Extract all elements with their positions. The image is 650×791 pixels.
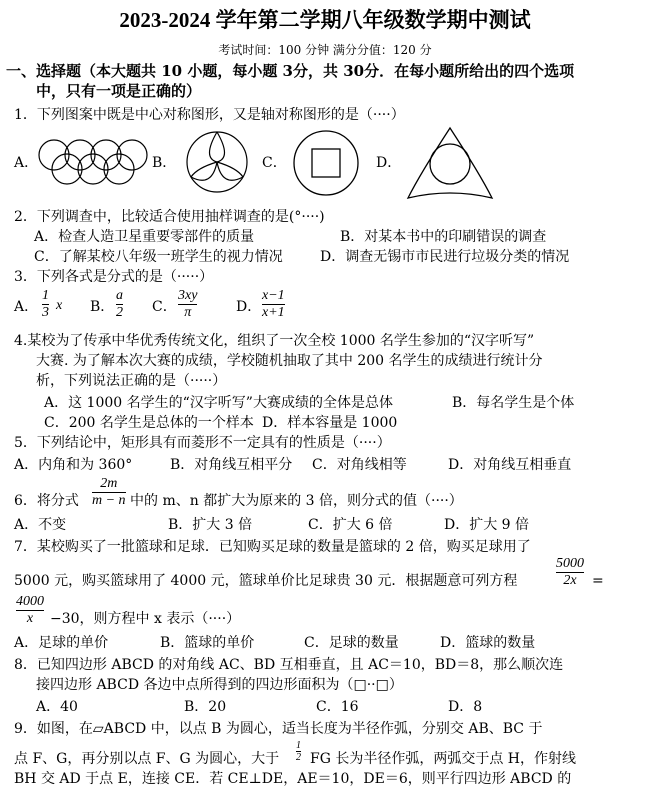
q3-d-denominator: x+1 [262, 305, 285, 320]
q1-option-a-label: A． [14, 155, 39, 171]
q1-option-d-label: D． [376, 155, 402, 171]
q7-stem-line2: 5000 元，购买篮球用了 4000 元，篮球单价比足球贵 30 元．根据题意可列方程 [14, 573, 518, 589]
q7-fraction-right [16, 594, 44, 627]
q4-option-a: A．这 1000 名学生的“汉字听写”大赛成绩的全体是总体 [44, 395, 393, 411]
q9-stem-line1: 9．如图，在▱ABCD 中，以点 B 为圆心，适当长度为半径作弧，分别交 AB、BC 于 [14, 721, 543, 737]
q6-denominator: m − n [92, 493, 126, 508]
q1-figure-d-triquetra [402, 124, 498, 204]
q9-stem-line3: BH 交 AD 于点 E，连接 CE．若 CE⊥DE，AE＝10，DE＝6，则平行四边形 ABCD 的 [14, 771, 572, 787]
q2-option-b: B．对某本书中的印刷错误的调查 [340, 229, 547, 245]
q5-stem: 5．下列结论中，矩形具有而菱形不一定具有的性质是（····） [14, 435, 391, 451]
q7-option-c: C．足球的数量 [304, 635, 399, 651]
exam-meta: 考试时间：100 分钟 满分分值：120 分 [218, 43, 432, 57]
q2-stem: 2．下列调查中，比较适合使用抽样调查的是(°····) [14, 209, 325, 225]
q3-a-numerator: 1 [42, 288, 49, 303]
q1-figure-b-circle-three-arcs [172, 128, 262, 194]
q9-half-fraction [296, 740, 301, 763]
q3-a-denominator: 3 [42, 305, 49, 320]
q3-option-a-label: A． [14, 299, 39, 315]
q6-stem-prefix: 6．将分式 [14, 493, 79, 509]
q7-option-d: D．篮球的数量 [440, 635, 536, 651]
q3-option-c-fraction [178, 288, 197, 321]
q9-stem-line2a: 点 F、G，再分别以点 F、G 为圆心，大于 [14, 751, 280, 767]
q9-stem-line2b: FG 长为半径作弧，两弧交于点 H，作射线 [310, 751, 577, 767]
q7-stem-line1: 7．某校购买了一批篮球和足球．已知购买足球的数量是篮球的 2 倍，购买足球用了 [14, 539, 531, 555]
q5-option-b: B．对角线互相平分 [170, 457, 293, 473]
q1-option-b-label: B． [152, 155, 177, 171]
q4-stem-line1: 4.某校为了传承中华优秀传统文化，组织了一次全校 1000 名学生参加的“汉字听写” [14, 333, 535, 349]
q1-stem: 1．下列图案中既是中心对称图形，又是轴对称图形的是（····） [14, 107, 405, 123]
q6-fraction [92, 476, 126, 509]
q8-option-c: C．16 [316, 699, 359, 715]
q4-option-b: B．每名学生是个体 [452, 395, 575, 411]
q3-option-a-variable: x [56, 298, 63, 313]
section-heading-line2: 中，只有一项是正确的） [36, 82, 202, 100]
q2-option-c: C．了解某校八年级一班学生的视力情况 [34, 249, 283, 265]
q6-option-c: C．扩大 6 倍 [308, 517, 393, 533]
q8-option-b: B．20 [184, 699, 227, 715]
q6-option-a: A．不变 [14, 517, 67, 533]
q3-c-numerator: 3xy [178, 288, 198, 303]
q8-stem-line2: 接四边形 ABCD 各边中点所得到的四边形面积为（□··□） [36, 677, 403, 693]
q9-half-numerator: 1 [296, 740, 301, 751]
q1-figure-c-circle-square [290, 128, 362, 198]
q7-frac2-numerator: 4000 [16, 594, 44, 609]
q3-option-c-label: C． [152, 299, 177, 315]
q3-option-a-fraction [42, 288, 49, 321]
section-heading-line1: 一、选择题（本大题共 10 小题，每小题 3分，共 30分．在每小题所给出的四个选项 [6, 62, 575, 80]
q3-stem: 3．下列各式是分式的是（·····） [14, 269, 214, 285]
q3-b-numerator: a [116, 288, 123, 303]
q7-stem-line3: −30，则方程中 x 表示（····） [50, 611, 241, 627]
q6-numerator: 2m [92, 476, 126, 493]
q7-equals: = [592, 573, 604, 589]
q7-option-a: A．足球的单价 [14, 635, 109, 651]
q3-option-b-fraction [116, 288, 123, 321]
q4-option-d: D．样本容量是 1000 [262, 415, 398, 431]
q9-half-denominator: 2 [296, 752, 301, 763]
q7-frac2-denominator: x [26, 611, 34, 626]
q3-option-b-label: B． [90, 299, 115, 315]
q5-option-a: A．内角和为 360° [14, 457, 133, 473]
q4-option-c: C．200 名学生是总体的一个样本 [44, 415, 254, 431]
q3-option-d-label: D． [236, 299, 262, 315]
q3-d-numerator: x−1 [262, 288, 285, 303]
q8-option-a: A．40 [36, 699, 78, 715]
q1-option-c-label: C． [262, 155, 287, 171]
q6-option-b: B．扩大 3 倍 [168, 517, 253, 533]
q7-frac1-numerator: 5000 [556, 556, 584, 571]
q3-option-d-fraction [262, 288, 285, 321]
q7-frac1-denominator: 2x [563, 573, 577, 588]
q6-stem-suffix: 中的 m、n 都扩大为原来的 3 倍，则分式的值（····） [130, 493, 463, 509]
q1-figure-a-five-rings [34, 136, 154, 188]
q2-option-d: D．调查无锡市市民进行垃圾分类的情况 [320, 249, 570, 265]
q4-stem-line3: 析，下列说法正确的是（·····） [36, 373, 227, 389]
q6-option-d: D．扩大 9 倍 [444, 517, 530, 533]
page-title: 2023-2024 学年第二学期八年级数学期中测试 [119, 8, 531, 32]
q3-b-denominator: 2 [116, 305, 123, 320]
q8-option-d: D．8 [448, 699, 483, 715]
q2-option-a: A．检查人造卫星重要零部件的质量 [34, 229, 255, 245]
q5-option-c: C．对角线相等 [312, 457, 407, 473]
q7-option-b: B．篮球的单价 [160, 635, 255, 651]
q5-option-d: D．对角线互相垂直 [448, 457, 572, 473]
q8-stem-line1: 8．已知四边形 ABCD 的对角线 AC、BD 互相垂直，且 AC＝10，BD＝8，那么顺次连 [14, 657, 564, 673]
q4-stem-line2: 大赛. 为了解本次大赛的成绩，学校随机抽取了其中 200 名学生的成绩进行统计分 [36, 353, 543, 369]
q3-c-denominator: π [184, 305, 192, 320]
q7-fraction-left [556, 556, 584, 589]
